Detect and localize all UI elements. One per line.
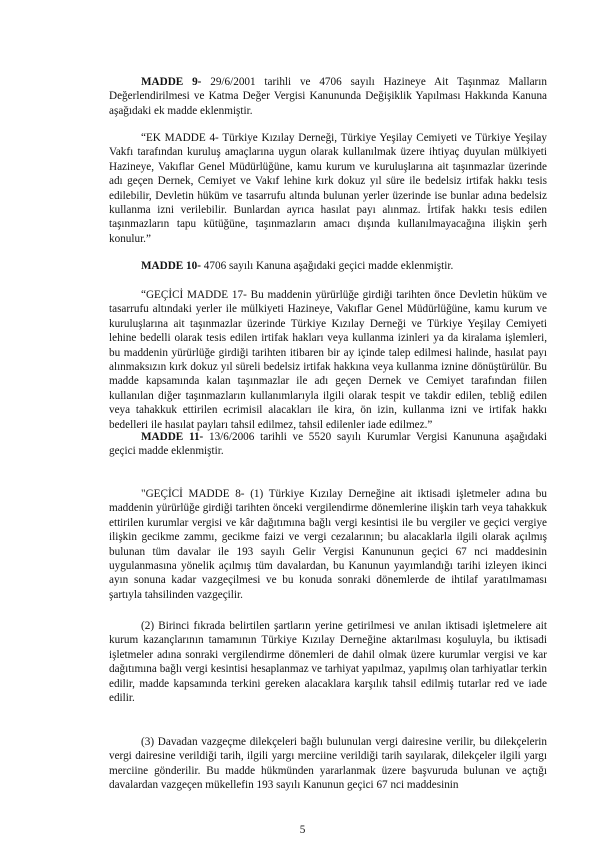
provisional-article-8-paragraph-2: (2) Birinci fıkrada belirtilen şartların yerine getirilmesi ve anılan iktisadi işletmelere ait kurum kazançlarının tamamının Türkiye Kızılay Derneğine aktarılması koşuluyla, bu iktisadi işletmeler adına sonraki vergilendirme dönemleri de dahil olmak üzere kurumlar vergisi ve kar dağıtımına bağlı vergi kesintisi hesaplanmaz ve tarhiyat yapılmaz, yapılmış olan tarhiyatlar terkin edilir, madde kapsamında terkini gereken alacaklara karşılık tahsil edilmiş tutarlar red ve iade edilir. [109,620,547,705]
article-11-heading: MADDE 11- [141,431,204,443]
page-number: 5 [299,824,306,836]
provisional-article-8-paragraph-1: "GEÇİCİ MADDE 8- (1) Türkiye Kızılay Derneğine ait iktisadi işletmeler adına bu maddenin yürürlüğe girdiği tarihten önceki vergilendirme dönemlerine ilişkin tarh veya tahakkuk ettirilen kurumlar vergisi ve kâr dağıtımına bağlı vergi kesintisi ile bu vergiler ve geçici vergiye ilişkin gecikme zammı, gecikme faizi ve vergi cezalarının; bu alacaklarla ilgili olarak açılmış bulunan tüm davalar ile 193 sayılı Gelir Vergisi Kanununun geçici 67 nci maddesinin uygulanmasına yönelik açılmış tüm davalardan, bu Kanunun yayımlandığı tarihi izleyen ikinci ayın sonuna kadar vazgeçilmesi ve bu konuda sonraki dönemlerde de ihtilaf yaratılmaması şartıyla tahsilinden vazgeçilir. [109,488,547,601]
article-10-text: 4706 sayılı Kanuna aşağıdaki geçici madde eklenmiştir. [200,260,454,272]
article-11-text: 13/6/2006 tarihli ve 5520 sayılı Kurumlar Vergisi Kanununa aşağıdaki geçici madde eklenmiştir. [109,431,547,458]
article-10-heading: MADDE 10- [141,260,201,272]
provisional-article-8-paragraph-3: (3) Davadan vazgeçme dilekçeleri bağlı bulunulan vergi dairesine verilir, bu dilekçelerin vergi dairesine verildiği tarih, ilgili yargı merciine verildiği tarih sayılarak, dilekçeler ilgili yargı merciine gönderilir. Bu madde hükmünden yararlanmak üzere başvuruda bulunan ve açtığı davalardan vazgeçen mükellefin 193 sayılı Kanunun geçici 67 nci maddesinin [109,736,547,792]
provisional-article-17: “GEÇİCİ MADDE 17- Bu maddenin yürürlüğe girdiği tarihten önce Devletin hüküm ve tasarrufu altındaki yerler ile mülkiyeti Hazineye, Vakıflar Genel Müdürlüğüne, kamu kurum ve kuruluşlarına ait taşınmazlar üzerinde Türkiye Kızılay Derneği ve Türkiye Yeşilay Cemiyeti lehine bedelli olarak tesis edilen irtifak hakları veya kullanma izinleri ya da kiralama işlemleri, bu maddenin yürürlüğe girdiği tarihten itibaren bir ay içinde talep edilmesi halinde, hasılat payı alınmaksızın kırk dokuz yıl süreli bedelsiz irtifak hakkına veya kullanma iznine dönüştürülür. Bu madde kapsamında kalan taşınmazlar ile adı geçen Dernek ve Cemiyet tarafından fiilen kullanılan diğer taşınmazların kullanımlarıyla ilgili olarak tespit ve takdir edilen, tebliğ edilen veya tahakkuk ettirilen ecrimisil alacakları ile kira, ön izin, kullanma izni ve irtifak hakkı bedelleri ile hasılat payları tahsil edilmez, tahsil edilenler iade edilmez.” [109,289,547,431]
article-9-heading: MADDE 9- [141,76,202,88]
article-9-text: 29/6/2001 tarihli ve 4706 sayılı Hazineye Ait Taşınmaz Malların Değerlendirilmesi ve Katma Değer Vergisi Kanununda Değişiklik Yapılması Hakkında Kanuna aşağıdaki ek madde eklenmiştir. [109,76,547,117]
article-11 [109,430,547,459]
additional-article-4: “EK MADDE 4- Türkiye Kızılay Derneği, Türkiye Yeşilay Cemiyeti ve Türkiye Yeşilay Vakfı tarafından kuruluş amaçlarına uygun olarak kullanılmak üzere ihtiyaç duyulan mülkiyeti Hazineye, Vakıflar Genel Müdürlüğüne, kamu kurum ve kuruluşlarına ait taşınmazlar üzerinde adı geçen Dernek, Cemiyet ve Vakıf lehine kırk dokuz yıl süre ile bedelsiz irtifak hakkı tesis edilebilir, Devletin hüküm ve tasarrufu altında bulunan yerler üzerinde ise bunlar adına bedelsiz kullanma izni verilebilir. Bunlardan ayrıca hasılat payı alınmaz. İrtifak hakkı tesis edilen taşınmazların tapu kütüğüne, taşınmazların amacı dışında kullanılmayacağına ilişkin şerh konulur.” [109,132,547,245]
article-10 [109,259,547,273]
article-9 [109,75,547,118]
